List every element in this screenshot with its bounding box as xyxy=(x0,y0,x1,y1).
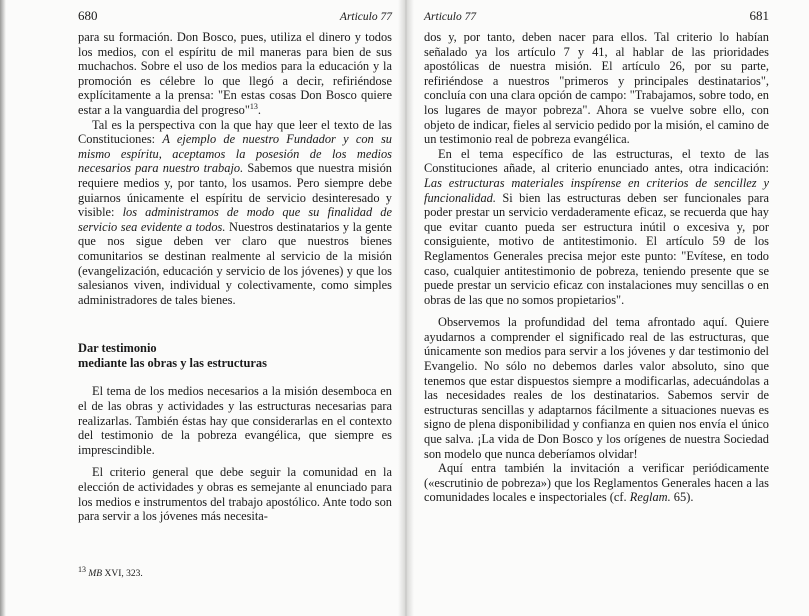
section-heading-line2: mediante las obras y las estructuras xyxy=(78,355,267,370)
text-segment: Si bien las estructuras deben ser funcionales para poder prestar un servicio verdaderamente eficaz, se recuerda que hay que evitar cuanto pueda ser estructura inútil o excesiva y, por consiguiente, motivo de antitestimonio. El artículo 59 de los Reglamentos Generales precisa mejor este punto: "Evítese, en todo caso, cualquier antitestimonio de pobreza, teniendo presente que se puede prestar un servicio eficaz con instalaciones muy sencillas o en obras de las que no somos propietarios". xyxy=(424,190,769,307)
footnote-number: 13 xyxy=(78,564,86,574)
left-page xyxy=(0,0,404,616)
right-body-text xyxy=(424,30,769,505)
footnote-ref: 13 xyxy=(249,101,258,111)
right-page xyxy=(404,0,809,616)
text-segment: Nuestros destinatarios y la gente que nos sigue deben ver claro que nuestros bienes comunitarios se destinan realmente al servicio de la misión (evangelización, educación y servicio de los jóvenes) y que los salesianos viven, individual y colectivamente, como simples administradores de tales bienes. xyxy=(78,219,392,307)
quoted-constitution-text: Las estructuras materiales inspírense en criterios de sencillez y funcionalidad. xyxy=(424,175,769,205)
paragraph xyxy=(424,30,769,147)
quoted-constitution-text: A ejemplo de nuestro Fundador y con su mismo espíritu, aceptamos la posesión de los medios necesarios para nuestro trabajo. xyxy=(78,132,392,176)
text-segment: 65). xyxy=(670,490,694,505)
right-running-header xyxy=(424,8,769,26)
footnote-area xyxy=(78,564,392,580)
right-page-number: 681 xyxy=(749,8,769,23)
paragraph: El tema de los medios necesarios a la misión desemboca en el de las obras y actividades y las estructuras necesarias para realizarlas. También éstas hay que considerarlas en el contexto del testimonio de la pobreza evangélica, que siempre es imprescindible. xyxy=(78,384,392,457)
left-page-number: 680 xyxy=(78,8,98,23)
text-segment: Tal es la perspectiva con la que hay que leer el texto de las Constituciones: xyxy=(78,117,392,147)
footnote-source: MB xyxy=(88,568,103,579)
paragraph: El criterio general que debe seguir la comunidad en la elección de actividades y obras es semejante al enunciado para los medios e instrumentos del trabajo apostólico. Ante todo son para servir a los jóvenes más necesita- xyxy=(78,465,392,524)
section-heading-line1: Dar testimonio xyxy=(78,341,157,356)
footnote xyxy=(78,564,392,580)
text-segment: Observemos la profundidad del tema afrontado aquí. Quiere ayudarnos a comprender el significado real de las estructuras, que únicamente son medios para servir a los jóvenes y dar testimonio del Evangelio. No sólo no debemos darles valor absoluto, sino que tenemos que estar dispuestos siempre a modificarlas, adecuándolas a las necesidades reales de los destinatarios. Sabemos servir de estructuras sencillas y adaptarnos fácilmente a situaciones nuevas es signo de plena disponibilidad y confianza en quien nos envía el único que salva. ¡La vida de Don Bosco y los orígenes de nuestra Sociedad son modelo que nunca deberíamos olvidar! xyxy=(424,315,769,461)
text-segment: Aquí entra también la invitación a verificar periódicamente («escrutinio de pobreza») que los Reglamentos Generales hacen a las comunidades locales e inspectoriales (cf. xyxy=(424,461,769,505)
paragraph xyxy=(78,30,392,118)
text-segment: Sabemos que nuestra misión requiere medios y, por tanto, los usamos. Pero siempre debe guiarnos únicamente el espíritu de servicio desinteresado y visible: xyxy=(78,161,392,220)
paragraph xyxy=(78,118,392,308)
right-running-title: Articulo 77 xyxy=(424,11,477,23)
paragraph xyxy=(424,315,769,461)
left-body-text-2 xyxy=(78,384,392,523)
left-running-header xyxy=(78,8,392,26)
text-segment: para su formación. Don Bosco, pues, utiliza el dinero y todos los medios, con el espíritu de mil maneras para bien de sus muchachos. Sobre el uso de los medios para la educación y la promoción es célebre lo que llegó a decir, refiriéndose explícitamente a la prensa: "En estas cosas Don Bosco quiere estar a la vanguardia del progreso" xyxy=(78,30,392,117)
text-segment: En el tema específico de las estructuras, el texto de las Constituciones añade, al criterio enunciado antes, otra indicación: xyxy=(424,146,769,176)
paragraph xyxy=(424,461,769,505)
text-segment: . xyxy=(257,102,262,117)
left-body-text xyxy=(78,30,392,307)
section-heading xyxy=(78,341,392,370)
quoted-constitution-text: Reglam. xyxy=(629,490,671,505)
quoted-constitution-text: los administramos de modo que su finalidad de servicio sea evidente a todos. xyxy=(78,205,392,234)
text-segment: dos y, por tanto, deben nacer para ellos. Tal criterio lo habían señalado ya los artículo 7 y 41, al hablar de las prioridades apostólicas de nuestra misión. El artículo 26, por su parte, refiriéndose a nuestros "primeros y principales destinatarios", concluía con una clara opción de campo: "Trabajamos, sobre todo, en los lugares de mayor pobreza". Ahora se vuelve sobre ello, con objeto de indicar, fieles al servicio pedido por la misión, el camino de un testimonio real de pobreza evangélica. xyxy=(424,30,769,147)
left-running-title: Articulo 77 xyxy=(339,11,392,23)
footnote-text: XVI, 323. xyxy=(104,568,143,579)
paragraph xyxy=(424,147,769,308)
